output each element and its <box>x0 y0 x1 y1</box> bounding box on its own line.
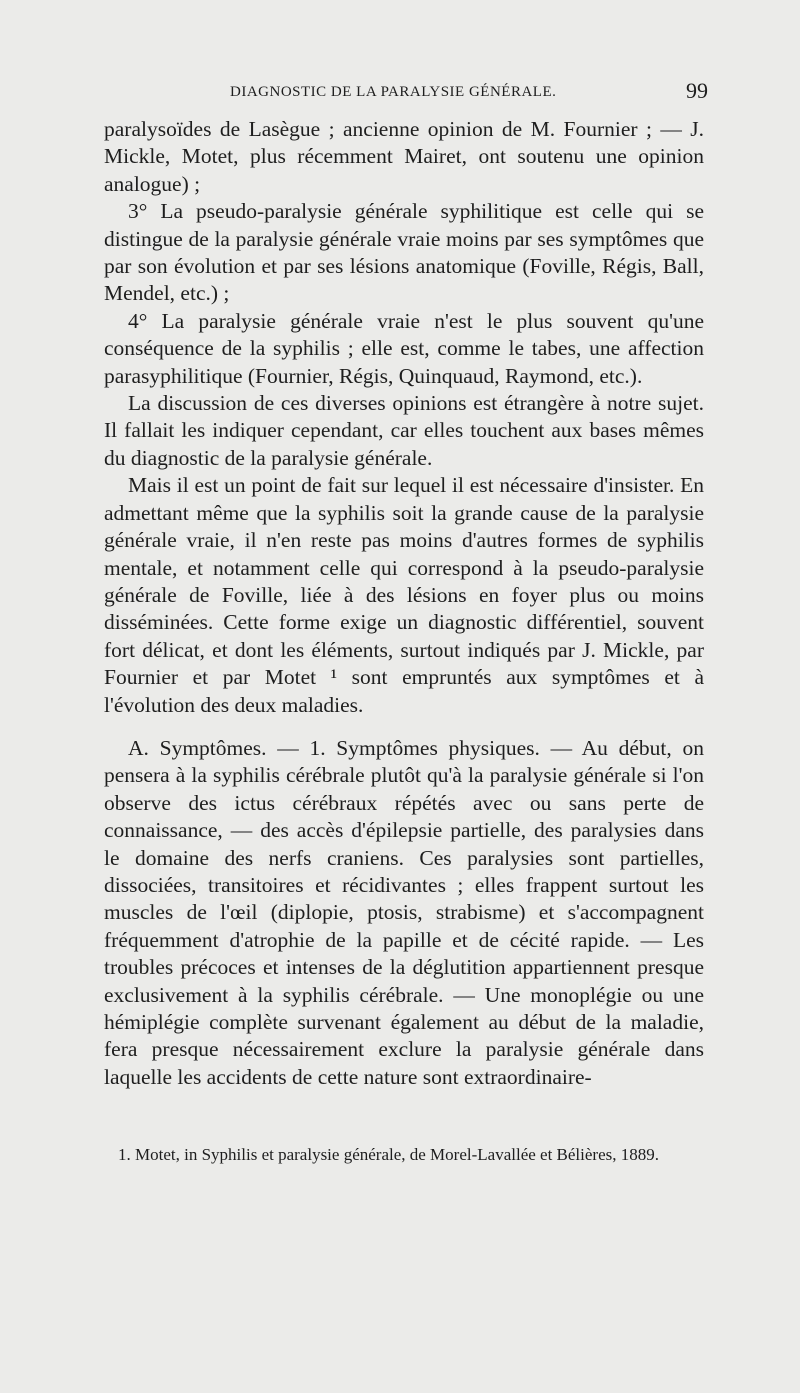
footnote: 1. Motet, in Syphilis et paralysie générale, de Morel-Lavallée et Bélières, 1889. <box>118 1145 659 1164</box>
paragraph-symptoms: A. Symptômes. — 1. Symptômes physiques. — Au début, on pensera à la syphilis cérébrale plutôt qu'à la paralysie générale si l'on observe des ictus cérébraux répétés avec ou sans perte de connaissance, — des accès d'épilepsie partielle, des paralysies dans le domaine des nerfs craniens. Ces paralysies sont partielles, dissociées, transitoires et récidivantes ; elles frappent surtout les muscles de l'œil (diplopie, ptosis, strabisme) et s'accompagnent fréquemment d'atrophie de la papille et de cécité rapide. — Les troubles précoces et intenses de la déglutition appartiennent presque exclusivement à la syphilis cérébrale. — Une monoplégie ou une hémiplégie complète survenant également au début de la maladie, fera presque nécessairement exclure la paralysie générale dans laquelle les accidents de cette nature sont extraordinaire- <box>104 735 704 1089</box>
footnote-block <box>104 1144 704 1166</box>
paragraph-discussion: La discussion de ces diverses opinions est étrangère à notre sujet. Il fallait les indiquer cependant, car elles touchent aux bases mêmes du diagnostic de la paralysie générale. <box>104 391 704 470</box>
paragraph-point-4: 4° La paralysie générale vraie n'est le plus souvent qu'une conséquence de la syphilis ; elle est, comme le tabes, une affection parasyphilitique (Fournier, Régis, Quinquaud, Raymond, etc.). <box>104 308 704 388</box>
paragraph-differential: Mais il est un point de fait sur lequel il est nécessaire d'insister. En admettant même que la syphilis soit la grande cause de la paralysie générale vraie, il n'en reste pas moins d'autres formes de syphilis mentale, et notamment celle qui correspond à la pseudo-paralysie générale de Foville, liée à des lésions en foyer plus ou moins disséminées. Cette forme exige un diagnostic différentiel, souvent fort délicat, et dont les éléments, surtout indiqués par J. Mickle, par Fournier et par Motet ¹ sont empruntés aux symptômes et à l'évolution des deux maladies. <box>104 473 704 717</box>
running-head <box>104 78 708 110</box>
paragraph-continuation: paralysoïdes de Lasègue ; ancienne opinion de M. Fournier ; — J. Mickle, Motet, plus récemment Mairet, ont soutenu une opinion analogue) ; <box>104 117 704 196</box>
page-number: 99 <box>686 78 708 103</box>
paragraph-point-3: 3° La pseudo-paralysie générale syphilitique est celle qui se distingue de la paralysie générale vraie moins par ses symptômes que par son évolution et par ses lésions anatomique (Foville, Régis, Ball, Mendel, etc.) ; <box>104 199 704 306</box>
running-title: DIAGNOSTIC DE LA PARALYSIE GÉNÉRALE. <box>230 84 557 100</box>
body-text <box>104 116 704 1091</box>
